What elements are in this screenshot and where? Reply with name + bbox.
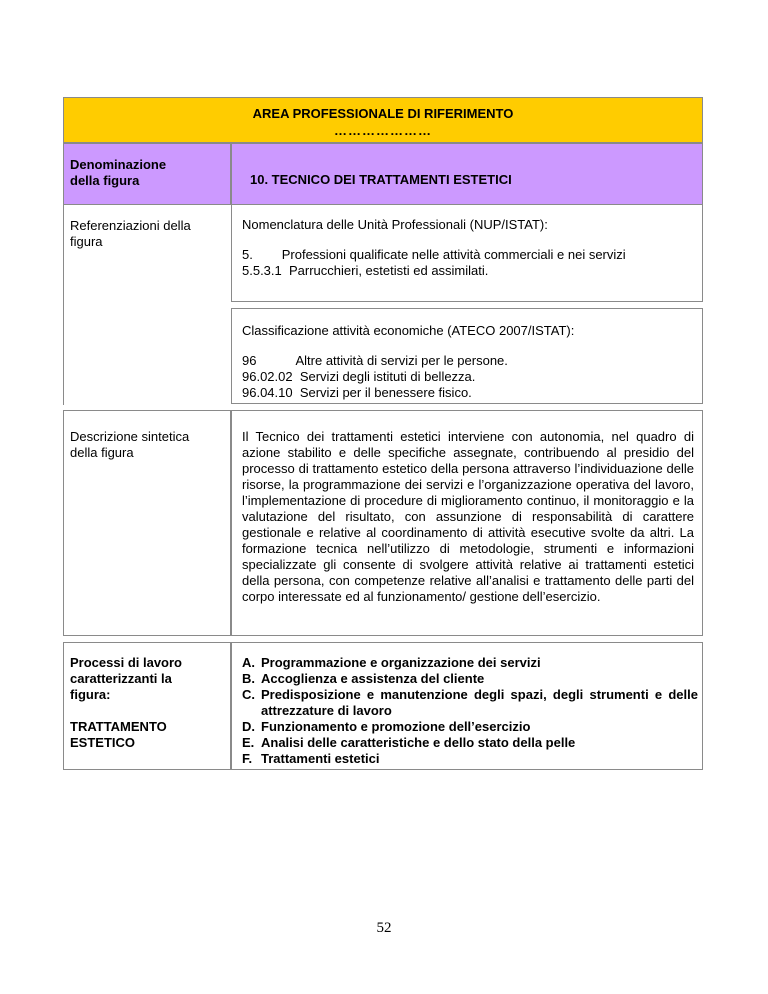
list-letter: F. bbox=[242, 751, 253, 766]
processi-sub-line-2: ESTETICO bbox=[70, 735, 136, 750]
processi-label-line-1: Processi di lavoro bbox=[70, 655, 182, 670]
ateco-title: Classificazione attività economiche (ATECO 2007/ISTAT): bbox=[242, 323, 575, 338]
processi-label-line-2: caratterizzanti la bbox=[70, 671, 172, 686]
list-item bbox=[242, 687, 698, 719]
nup-divider bbox=[231, 301, 703, 302]
list-text: Programmazione e organizzazione dei servizi bbox=[261, 655, 541, 670]
list-text: Funzionamento e promozione dell’esercizio bbox=[261, 719, 531, 734]
ateco-cell bbox=[231, 308, 703, 404]
descrizione-label-line-2: della figura bbox=[70, 445, 134, 460]
processi-label-line-3: figura: bbox=[70, 687, 111, 702]
denominazione-label-cell bbox=[63, 143, 231, 205]
processi-label-cell bbox=[63, 642, 231, 770]
processi-value-cell bbox=[231, 642, 703, 770]
ateco-line-1: 96 Altre attività di servizi per le persone. bbox=[242, 353, 508, 368]
page-number: 52 bbox=[376, 920, 392, 936]
descrizione-label-line-1: Descrizione sintetica bbox=[70, 429, 190, 444]
area-dots: ………………… bbox=[334, 123, 432, 138]
nup-cell bbox=[231, 205, 703, 301]
list-item bbox=[242, 671, 698, 687]
nup-title: Nomenclatura delle Unità Professionali (NUP/ISTAT): bbox=[242, 217, 548, 232]
figure-name: 10. TECNICO DEI TRATTAMENTI ESTETICI bbox=[250, 172, 512, 187]
ateco-line-2: 96.02.02 Servizi degli istituti di bellezza. bbox=[242, 369, 476, 384]
ateco-line-3: 96.04.10 Servizi per il benessere fisico. bbox=[242, 385, 472, 400]
nup-line-1: 5. Professioni qualificate nelle attività commerciali e nei servizi bbox=[242, 247, 626, 262]
list-text: Analisi delle caratteristiche e dello stato della pelle bbox=[261, 735, 576, 750]
list-letter: D. bbox=[242, 719, 255, 734]
list-letter: A. bbox=[242, 655, 255, 670]
denominazione-value-cell bbox=[231, 143, 703, 205]
list-letter: C. bbox=[242, 687, 255, 702]
list-letter: B. bbox=[242, 671, 255, 686]
area-title: AREA PROFESSIONALE DI RIFERIMENTO bbox=[252, 106, 514, 121]
list-item bbox=[242, 735, 698, 751]
list-text: Accoglienza e assistenza del cliente bbox=[261, 671, 485, 686]
nup-line-2: 5.5.3.1 Parrucchieri, estetisti ed assimilati. bbox=[242, 263, 489, 278]
list-item bbox=[242, 655, 698, 671]
denominazione-label-line-2: della figura bbox=[70, 173, 140, 188]
referenziazioni-label-cell bbox=[63, 205, 231, 405]
list-item bbox=[242, 751, 698, 767]
processi-list bbox=[232, 643, 702, 767]
list-text: Predisposizione e manutenzione degli spazi, degli strumenti e delle attrezzature di lavoro bbox=[261, 687, 698, 718]
descrizione-value-cell bbox=[231, 410, 703, 636]
descrizione-text: Il Tecnico dei trattamenti estetici interviene con autonomia, nel quadro di azione stabilito e delle specifiche assegnate, contribuendo al presidio del processo di trattamento estetico della persona attraverso l’individuazione delle risorse, la programmazione dei servizi e l’organizzazione operativa del lavoro, l’implementazione di procedure di miglioramento continuo, il monitoraggio e la valutazione del risultato, con assunzione di responsabilità di carattere gestionale e relative al coordinamento di attività esecutive svolte da altri. La formazione tecnica nell’utilizzo di metodologie, strumenti e informazioni specializzate gli consente di svolgere attività relative ai trattamenti estetici della persona, con competenze relative all’analisi e trattamento delle parti del corpo interessate ed al funzionamento/ gestione dell’esercizio. bbox=[242, 429, 694, 604]
list-item bbox=[242, 719, 698, 735]
denominazione-label-line-1: Denominazione bbox=[70, 157, 167, 172]
processi-sub-line-1: TRATTAMENTO bbox=[70, 719, 167, 734]
area-header bbox=[63, 97, 703, 143]
referenziazioni-label-line-2: figura bbox=[70, 234, 103, 249]
descrizione-label-cell bbox=[63, 410, 231, 636]
referenziazioni-label-line-1: Referenziazioni della bbox=[70, 218, 191, 233]
list-letter: E. bbox=[242, 735, 255, 750]
list-text: Trattamenti estetici bbox=[261, 751, 380, 766]
